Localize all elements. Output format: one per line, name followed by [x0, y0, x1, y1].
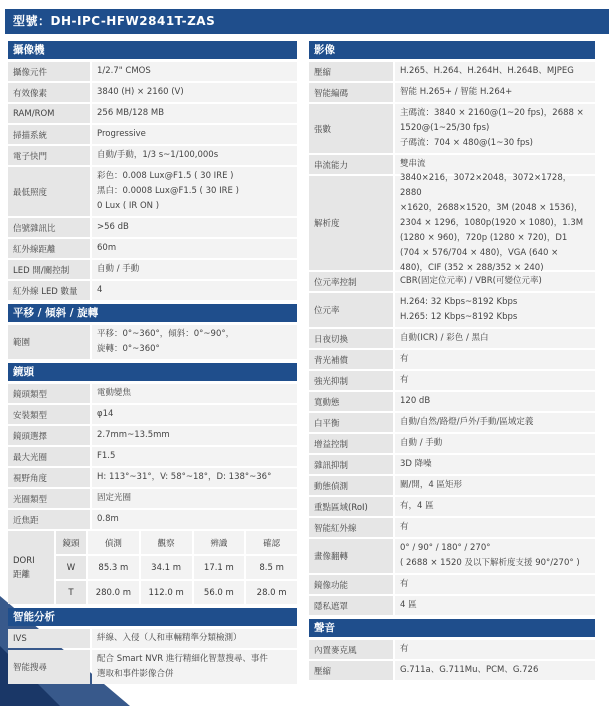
spec-value-line: H.265、H.264、H.264H、H.264B、MJPEG [400, 66, 574, 76]
spec-value [92, 426, 297, 445]
spec-value-line: 0 Lux ( IR ON ) [97, 201, 160, 211]
section-lens-title: 鏡頭 [8, 363, 297, 381]
spec-row [8, 489, 297, 508]
spec-label: 日夜切換 [309, 329, 393, 348]
spec-row [309, 272, 595, 291]
spec-value [92, 650, 297, 684]
model-title: 型號：DH-IPC-HFW2841T-ZAS [5, 9, 609, 34]
spec-value-line: ×1620，2688×1520，3M (2048 × 1536)， [400, 202, 583, 213]
dori-cell: 17.1 m [194, 556, 245, 579]
spec-value-line: 有，4 區 [400, 501, 434, 511]
spec-value-line: 自動/自然/路燈/戶外/手動/區域定義 [400, 417, 534, 427]
spec-row [309, 172, 595, 273]
spec-value-line: 3D 降噪 [400, 459, 432, 469]
dori-table [8, 531, 297, 604]
spec-label: 張數 [309, 104, 393, 153]
spec-value [395, 476, 595, 495]
section-ptz-title: 平移 / 傾斜 / 旋轉 [8, 304, 297, 322]
spec-value-line: (1280 × 960)，720p (1280 × 720)，D1 [400, 232, 568, 243]
spec-label: 信號雜訊比 [8, 218, 90, 237]
spec-value-line: 自動 / 手動 [97, 264, 140, 274]
spec-label: 最大光圈 [8, 447, 90, 466]
dori-cell: W [56, 556, 86, 579]
left-column [8, 41, 297, 686]
spec-value-line: 2304 × 1296，1080p(1920 × 1080)，1.3M [400, 217, 584, 228]
spec-value-line: 有 [400, 579, 409, 589]
spec-value-line: 有 [400, 522, 409, 532]
spec-value [92, 260, 297, 279]
spec-row [309, 350, 595, 369]
spec-value [395, 455, 595, 474]
spec-label: 視野角度 [8, 468, 90, 487]
dori-cell: T [56, 581, 86, 604]
spec-row [309, 640, 595, 659]
spec-row [8, 239, 297, 258]
spec-value [395, 371, 595, 390]
spec-value [395, 413, 595, 432]
spec-row [8, 426, 297, 445]
spec-value-line: 旋轉：0°~360° [97, 344, 160, 354]
spec-value-line: G.711a、G.711Mu、PCM、G.726 [400, 665, 539, 675]
spec-value-line: 1/2.7" CMOS [97, 66, 151, 76]
spec-label: 掃描系統 [8, 125, 90, 144]
spec-value-line: >56 dB [97, 222, 129, 232]
spec-label: 攝像元件 [8, 62, 90, 81]
section-camera-title: 攝像機 [8, 41, 297, 59]
dori-data-row [56, 556, 297, 579]
spec-row [8, 104, 297, 123]
spec-label: 鏡像功能 [309, 575, 393, 594]
spec-value-line: 雙串流 [400, 159, 426, 169]
spec-value [395, 62, 595, 81]
spec-label: 寬動態 [309, 392, 393, 411]
spec-row [8, 405, 297, 424]
spec-value [92, 104, 297, 123]
dori-cell: 34.1 m [141, 556, 192, 579]
spec-row [8, 384, 297, 403]
dori-cell: 確認 [246, 531, 297, 554]
spec-label: 背光補償 [309, 350, 393, 369]
dori-grid [56, 531, 297, 604]
spec-label: 白平衡 [309, 413, 393, 432]
spec-row [8, 447, 297, 466]
spec-value [92, 218, 297, 237]
section-video [309, 62, 595, 615]
dori-label-line2: 距離 [13, 569, 31, 580]
spec-value-line: 256 MB/128 MB [97, 108, 165, 118]
section-video-title: 影像 [309, 41, 595, 59]
spec-value-line: 有 [400, 644, 409, 654]
spec-value-line: 4 [97, 285, 103, 295]
spec-value-line: H.265: 12 Kbps~8192 Kbps [400, 312, 518, 322]
spec-value [92, 167, 297, 216]
spec-value-line: φ14 [97, 409, 114, 419]
spec-row [8, 468, 297, 487]
spec-row [309, 104, 595, 153]
spec-label: 壓縮 [309, 62, 393, 81]
spec-value [92, 83, 297, 102]
spec-row [8, 146, 297, 165]
spec-label: 解析度 [309, 176, 393, 270]
spec-value [395, 596, 595, 615]
spec-value [395, 575, 595, 594]
spec-value-line: 主碼流：3840 × 2160@(1~20 fps)，2688 × [400, 108, 584, 118]
spec-row [309, 539, 595, 573]
spec-value-line: 黑白：0.0008 Lux@F1.5 ( 30 IRE ) [97, 186, 239, 196]
spec-row [8, 218, 297, 237]
spec-value [395, 172, 595, 273]
spec-label: 串流能力 [309, 155, 393, 174]
spec-value-line: 平移：0°~360°，傾斜：0°~90°， [97, 329, 235, 339]
spec-value-line: 0° / 90° / 180° / 270° [400, 543, 491, 553]
spec-label: 位元率 [309, 293, 393, 327]
spec-value [395, 518, 595, 537]
spec-label: 紅外線距離 [8, 239, 90, 258]
dori-cell: 鏡頭 [56, 531, 86, 554]
spec-label: 畫像翻轉 [309, 539, 393, 573]
spec-label: 智能編碼 [309, 83, 393, 102]
spec-value-line: 子碼流：704 × 480@(1~30 fps) [400, 138, 533, 148]
spec-value-line: 60m [97, 243, 117, 253]
spec-value [92, 325, 297, 359]
section-smart-title: 智能分析 [8, 608, 297, 626]
spec-row [8, 167, 297, 216]
spec-value-line: 彩色：0.008 Lux@F1.5 ( 30 IRE ) [97, 171, 234, 181]
section-audio [309, 640, 595, 680]
spec-label: 範圍 [8, 325, 90, 359]
spec-row [309, 518, 595, 537]
spec-value-line: 3840 (H) × 2160 (V) [97, 87, 184, 97]
spec-row [309, 596, 595, 615]
dori-cell: 85.3 m [88, 556, 139, 579]
spec-row [8, 260, 297, 279]
spec-row [8, 62, 297, 81]
spec-value-line: 配合 Smart NVR 進行精細化智慧搜尋、事件 [97, 654, 268, 664]
spec-row [8, 629, 297, 648]
spec-label: 位元率控制 [309, 272, 393, 291]
spec-label: LED 開/關控制 [8, 260, 90, 279]
spec-value-line: 選取和事件影像合併 [97, 669, 174, 679]
spec-row [8, 125, 297, 144]
spec-label: 內置麥克風 [309, 640, 393, 659]
spec-value [92, 62, 297, 81]
spec-label: 雜訊抑制 [309, 455, 393, 474]
spec-value [395, 329, 595, 348]
spec-value-line: 120 dB [400, 396, 431, 406]
spec-label: 智能紅外線 [309, 518, 393, 537]
spec-value-line: Progressive [97, 129, 146, 139]
spec-value [92, 146, 297, 165]
spec-label: 鏡頭類型 [8, 384, 90, 403]
spec-value-line: 關/開，4 區矩形 [400, 480, 462, 490]
spec-value [395, 661, 595, 680]
spec-value-line: H.264: 32 Kbps~8192 Kbps [400, 297, 518, 307]
spec-label: IVS [8, 629, 90, 648]
spec-value [92, 468, 297, 487]
spec-value [92, 447, 297, 466]
spec-label: 近焦距 [8, 510, 90, 529]
spec-value [92, 510, 297, 529]
spec-value [395, 640, 595, 659]
spec-row [309, 329, 595, 348]
right-column [309, 41, 595, 682]
spec-value [92, 125, 297, 144]
spec-value [395, 272, 595, 291]
dori-label [8, 531, 54, 604]
spec-value-line: 480)，CIF (352 × 288/352 × 240) [400, 262, 544, 273]
spec-label: 最低照度 [8, 167, 90, 216]
spec-row [8, 510, 297, 529]
dori-cell: 8.5 m [246, 556, 297, 579]
spec-label: 重點區域(RoI) [309, 497, 393, 516]
spec-value-line: 2.7mm~13.5mm [97, 430, 170, 440]
spec-label: RAM/ROM [8, 104, 90, 123]
dori-header-row [56, 531, 297, 554]
dori-cell: 280.0 m [88, 581, 139, 604]
spec-label: 智能搜尋 [8, 650, 90, 684]
spec-value [395, 434, 595, 453]
spec-label: 安裝類型 [8, 405, 90, 424]
spec-value-line: 智能 H.265+ / 智能 H.264+ [400, 87, 513, 97]
dori-label-line1: DORI [13, 555, 35, 566]
dori-cell: 56.0 m [194, 581, 245, 604]
spec-value [395, 392, 595, 411]
spec-label: 隱私遮罩 [309, 596, 393, 615]
spec-row [309, 392, 595, 411]
spec-value-line: 固定光圈 [97, 493, 132, 503]
spec-row [309, 371, 595, 390]
spec-label: 光圈類型 [8, 489, 90, 508]
section-audio-title: 聲音 [309, 619, 595, 637]
spec-row [309, 455, 595, 474]
spec-value-line: 3840×216，3072×2048，3072×1728，2880 [400, 172, 572, 198]
spec-value-line: F1.5 [97, 451, 116, 461]
dori-data-row [56, 581, 297, 604]
spec-value-line: (704 × 576/704 × 480)，VGA (640 × [400, 247, 559, 258]
spec-value [395, 539, 595, 573]
spec-value-line: 自動/手動，1/3 s~1/100,000s [97, 150, 219, 160]
spec-label: 有效像素 [8, 83, 90, 102]
spec-value [92, 239, 297, 258]
spec-value [395, 104, 595, 153]
dori-cell: 觀察 [141, 531, 192, 554]
spec-value [92, 489, 297, 508]
section-camera [8, 62, 297, 300]
spec-row [309, 83, 595, 102]
spec-value-line: 自動 / 手動 [400, 438, 443, 448]
spec-value [92, 405, 297, 424]
spec-value [92, 281, 297, 300]
section-smart [8, 629, 297, 684]
spec-row [8, 281, 297, 300]
spec-value-line: 有 [400, 354, 409, 364]
spec-row [8, 83, 297, 102]
spec-value [395, 497, 595, 516]
spec-row [309, 497, 595, 516]
spec-row [309, 661, 595, 680]
spec-value-line: H: 113°~31°，V: 58°~18°，D: 138°~36° [97, 472, 272, 482]
spec-label: 鏡頭選擇 [8, 426, 90, 445]
section-lens [8, 384, 297, 529]
spec-label: 強光抑制 [309, 371, 393, 390]
spec-value [395, 83, 595, 102]
spec-row [309, 476, 595, 495]
section-ptz [8, 325, 297, 359]
spec-value-line: 有 [400, 375, 409, 385]
spec-value-line: 4 區 [400, 600, 417, 610]
spec-value [395, 350, 595, 369]
spec-value-line: CBR(固定位元率) / VBR(可變位元率) [400, 276, 542, 286]
dori-cell: 偵測 [88, 531, 139, 554]
spec-value [92, 384, 297, 403]
spec-row [309, 575, 595, 594]
spec-value-line: 電動變焦 [97, 388, 132, 398]
spec-label: 壓縮 [309, 661, 393, 680]
spec-value [92, 629, 297, 648]
spec-value [395, 293, 595, 327]
dori-cell: 112.0 m [141, 581, 192, 604]
spec-value-line: ( 2688 × 1520 及以下解析度支援 90°/270° ) [400, 558, 580, 568]
spec-value-line: 1520@(1~25/30 fps) [400, 123, 490, 133]
spec-value-line: 絆線、入侵（人和車輛精準分類檢測） [97, 633, 242, 643]
spec-label: 增益控制 [309, 434, 393, 453]
spec-label: 電子快門 [8, 146, 90, 165]
spec-value-line: 自動(ICR) / 彩色 / 黑白 [400, 333, 489, 343]
spec-label: 紅外線 LED 數量 [8, 281, 90, 300]
spec-row [8, 650, 297, 684]
spec-label: 動態偵測 [309, 476, 393, 495]
spec-row [309, 62, 595, 81]
spec-row [309, 434, 595, 453]
spec-row [309, 293, 595, 327]
spec-row [309, 413, 595, 432]
dori-cell: 辨識 [194, 531, 245, 554]
spec-value-line: 0.8m [97, 514, 119, 524]
spec-row [8, 325, 297, 359]
dori-cell: 28.0 m [246, 581, 297, 604]
